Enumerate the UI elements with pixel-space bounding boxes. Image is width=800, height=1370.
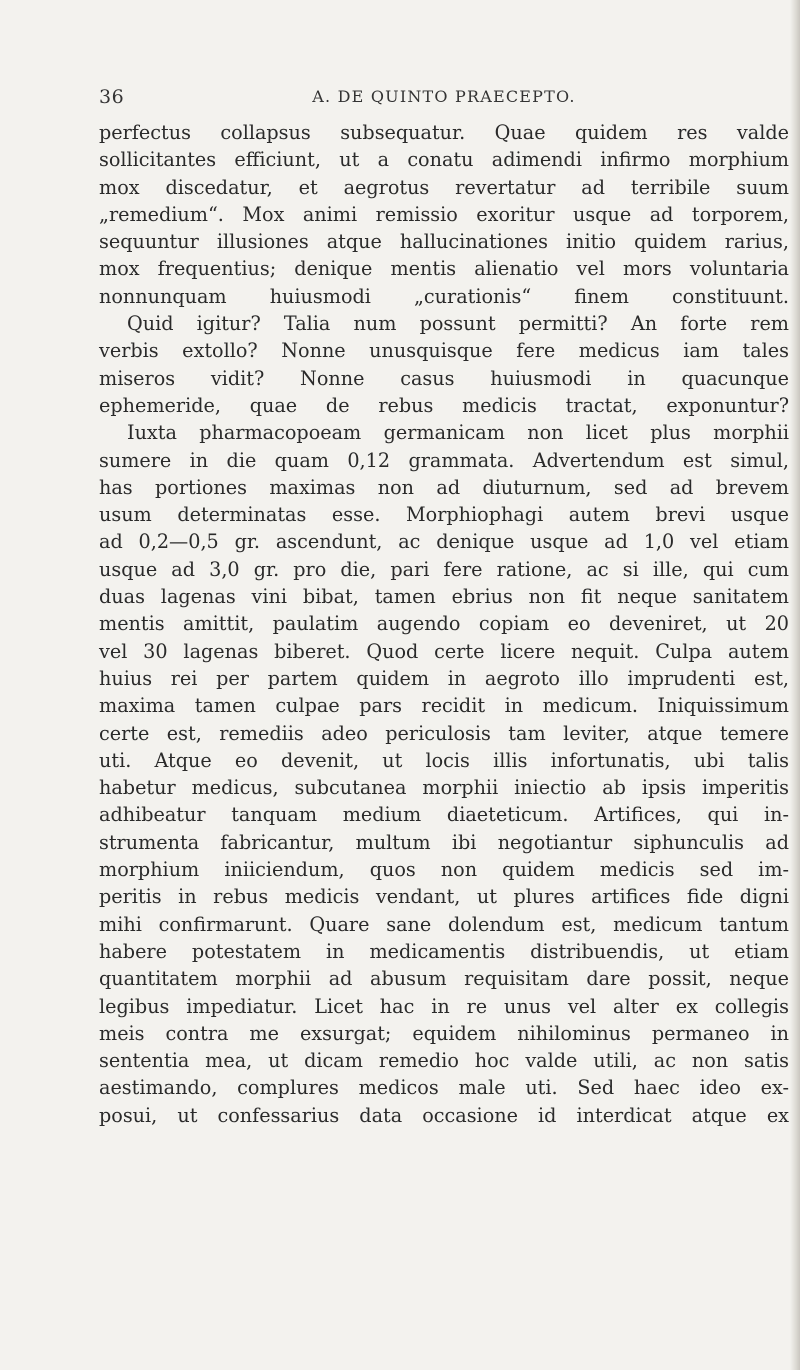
text-line: aestimando, complures medicos male uti. Sed haec ideo ex- [99,1076,789,1100]
text-line: Quid igitur? Talia num possunt permitti? An forte rem [127,312,789,336]
text-line: sequuntur illusiones atque hallucinationes initio quidem rarius, [99,230,789,254]
text-line: huius rei per partem quidem in aegroto illo imprudenti est, [99,666,789,690]
text-line: usque ad 3,0 gr. pro die, pari fere ratione, ac si ille, qui cum [99,557,789,581]
page-edge-shadow [790,0,800,1370]
text-line: „remedium“. Mox animi remissio exoritur usque ad torporem, [99,202,789,226]
text-line: duas lagenas vini bibat, tamen ebrius non fit neque sanitatem [99,585,789,609]
text-line: habere potestatem in medicamentis distribuendis, ut etiam [99,939,789,963]
text-line: habetur medicus, subcutanea morphii iniectio ab ipsis imperitis [99,776,789,800]
text-line: perfectus collapsus subsequatur. Quae quidem res valde [99,121,789,144]
text-line: vel 30 lagenas biberet. Quod certe licere nequit. Culpa autem [99,639,789,663]
page-number: 36 [99,86,125,108]
text-line: adhibeatur tanquam medium diaeteticum. Artifices, qui in- [99,803,789,827]
text-line: mihi confirmarunt. Quare sane dolendum est, medicum tantum [99,912,789,936]
text-line: strumenta fabricantur, multum ibi negotiantur siphunculis ad [99,830,789,854]
text-line: usum determinatas esse. Morphiophagi autem brevi usque [99,503,789,527]
text-line: verbis extollo? Nonne unusquisque fere medicus iam tales [99,339,789,363]
page-header [99,86,789,114]
text-line: sententia mea, ut dicam remedio hoc valde utili, ac non satis [99,1049,789,1073]
text-line: maxima tamen culpae pars recidit in medicum. Iniquissimum [99,694,789,718]
text-line: peritis in rebus medicis vendant, ut plures artifices fide digni [99,885,789,909]
text-line: certe est, remediis adeo periculosis tam leviter, atque temere [99,721,789,745]
text-line: mentis amittit, paulatim augendo copiam eo deveniret, ut 20 [99,612,789,636]
text-line: meis contra me exsurgat; equidem nihilominus permaneo in [99,1021,789,1045]
text-line: ad 0,2—0,5 gr. ascendunt, ac denique usque ad 1,0 vel etiam [99,530,789,554]
text-line: sumere in die quam 0,12 grammata. Advertendum est simul, [99,448,789,472]
text-line: nonnunquam huiusmodi „curationis“ finem constituunt. [99,284,789,308]
text-line: miseros vidit? Nonne casus huiusmodi in quacunque [99,366,789,390]
text-line: morphium iniiciendum, quos non quidem medicis sed im- [99,858,789,882]
body-text [99,119,789,1129]
text-line: Iuxta pharmacopoeam germanicam non licet plus morphii [127,421,789,445]
text-line: posui, ut confessarius data occasione id interdicat atque ex [99,1103,789,1127]
text-line: quantitatem morphii ad abusum requisitam dare possit, neque [99,967,789,991]
running-head: A. DE QUINTO PRAECEPTO. [312,87,576,106]
text-line: legibus impediatur. Licet hac in re unus vel alter ex collegis [99,994,789,1018]
text-line: ephemeride, quae de rebus medicis tractat, exponuntur? [99,393,789,417]
text-line: mox frequentius; denique mentis alienatio vel mors voluntaria [99,257,789,281]
text-line: sollicitantes efficiunt, ut a conatu adimendi infirmo morphium [99,148,789,172]
text-line: has portiones maximas non ad diuturnum, sed ad brevem [99,475,789,499]
text-line: mox discedatur, et aegrotus revertatur ad terribile suum [99,175,789,199]
text-line: uti. Atque eo devenit, ut locis illis infortunatis, ubi talis [99,748,789,772]
